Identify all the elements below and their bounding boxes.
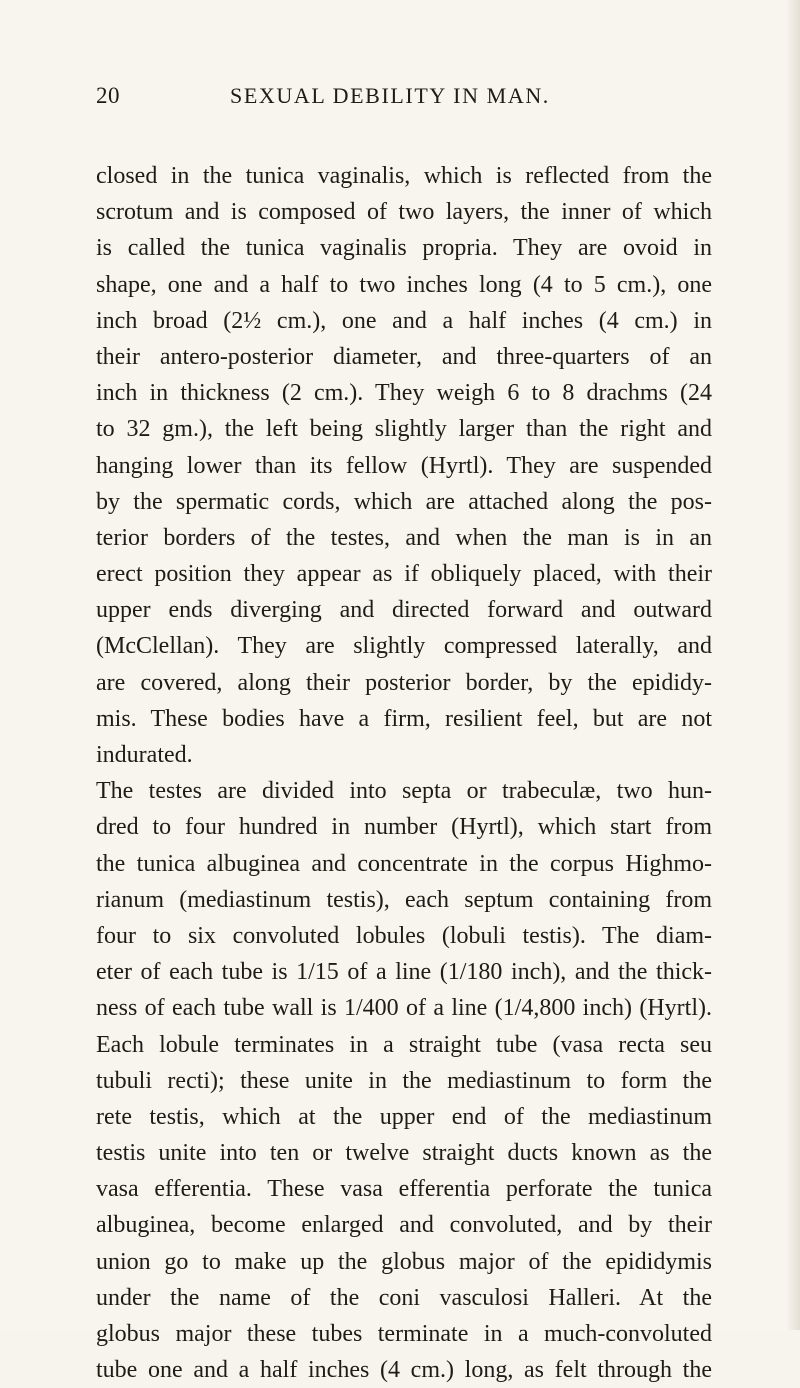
text-line: Each lobule terminates in a straight tube (vasa recta seu xyxy=(96,1031,712,1058)
text-line: under the name of the coni vasculosi Halleri. At the xyxy=(96,1284,712,1311)
text-line: (McClellan). They are slightly compressed laterally, and xyxy=(96,633,712,660)
page-edge-shadow xyxy=(786,0,800,1330)
text-line: to 32 gm.), the left being slightly larger than the right and xyxy=(96,416,712,443)
text-line: their antero-posterior diameter, and three-quarters of an xyxy=(96,343,712,370)
page-header xyxy=(0,83,800,113)
text-line: four to six convoluted lobules (lobuli testis). The diam- xyxy=(96,922,712,949)
text-line: testis unite into ten or twelve straight ducts known as the xyxy=(96,1140,712,1167)
text-line: is called the tunica vaginalis propria. They are ovoid in xyxy=(96,235,712,262)
text-line: rete testis, which at the upper end of the mediastinum xyxy=(96,1103,712,1130)
page-number: 20 xyxy=(96,83,120,108)
text-line: are covered, along their posterior border, by the epididy- xyxy=(96,669,712,696)
text-line: terior borders of the testes, and when the man is in an xyxy=(96,524,712,551)
text-line: scrotum and is composed of two layers, the inner of which xyxy=(96,199,712,226)
text-line: union go to make up the globus major of the epididymis xyxy=(96,1248,712,1275)
text-line: rianum (mediastinum testis), each septum containing from xyxy=(96,886,712,913)
text-line: hanging lower than its fellow (Hyrtl). They are suspended xyxy=(96,452,712,479)
running-head: SEXUAL DEBILITY IN MAN. xyxy=(230,83,550,108)
text-line: upper ends diverging and directed forward and outward xyxy=(96,597,712,624)
text-line: tubuli recti); these unite in the mediastinum to form the xyxy=(96,1067,712,1094)
text-line: globus major these tubes terminate in a much-convoluted xyxy=(96,1321,712,1347)
text-line: by the spermatic cords, which are attached along the pos- xyxy=(96,488,712,515)
text-line: shape, one and a half to two inches long (4 to 5 cm.), one xyxy=(96,271,712,298)
text-line: dred to four hundred in number (Hyrtl), which start from xyxy=(96,814,712,841)
text-line: closed in the tunica vaginalis, which is reflected from the xyxy=(96,163,712,189)
text-line: albuginea, become enlarged and convoluted, and by their xyxy=(96,1212,712,1239)
text-line: ness of each tube wall is 1/400 of a line (1/4,800 inch) (Hyrtl). xyxy=(96,995,712,1022)
text-line: eter of each tube is 1/15 of a line (1/180 inch), and the thick- xyxy=(96,959,712,986)
text-line: tube one and a half inches (4 cm.) long, as felt through the xyxy=(96,1357,712,1384)
body-text xyxy=(96,158,712,1388)
text-line: The testes are divided into septa or trabeculæ, two hun- xyxy=(96,778,712,805)
text-line: inch in thickness (2 cm.). They weigh 6 to 8 drachms (24 xyxy=(96,380,712,407)
text-line: inch broad (2½ cm.), one and a half inches (4 cm.) in xyxy=(96,307,712,334)
text-line: vasa efferentia. These vasa efferentia perforate the tunica xyxy=(96,1176,712,1203)
text-line: erect position they appear as if obliquely placed, with their xyxy=(96,561,712,588)
text-line: mis. These bodies have a firm, resilient feel, but are not xyxy=(96,705,712,732)
text-line: indurated. xyxy=(96,742,193,768)
text-line: the tunica albuginea and concentrate in the corpus Highmo- xyxy=(96,850,712,877)
